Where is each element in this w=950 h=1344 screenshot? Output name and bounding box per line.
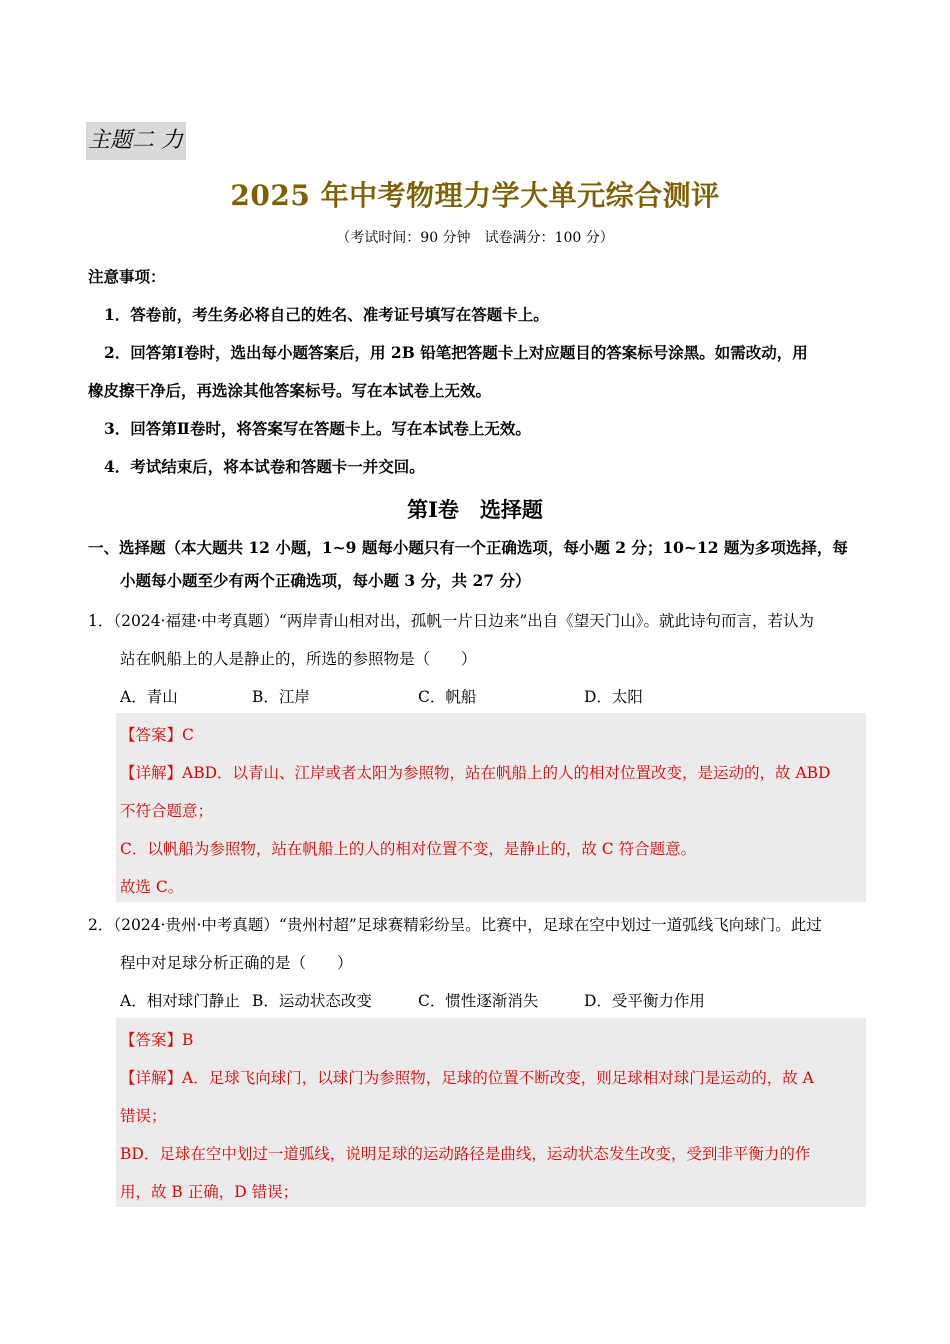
question-2-explanation-3: BD．足球在空中划过一道弧线，说明足球的运动路径是曲线，运动状态发生改变，受到非平衡力的作 [120, 1145, 811, 1163]
question-1-stem: 1．（2024·福建·中考真题）“两岸青山相对出，孤帆一片日边来”出自《望天门山》。就此诗句而言，若认为 [88, 612, 815, 630]
question-2-explanation-1: 【详解】A．足球飞向球门，以球门为参照物，足球的位置不断改变，则足球相对球门是运动的，故 A [120, 1069, 814, 1087]
notice-item-3: 3．回答第Ⅱ卷时，将答案写在答题卡上。写在本试卷上无效。 [104, 419, 531, 438]
notice-item-2: 2．回答第Ⅰ卷时，选出每小题答案后，用 2B 铅笔把答题卡上对应题目的答案标号涂黑。如需改动，用 [104, 343, 808, 362]
notice-heading: 注意事项： [88, 267, 166, 286]
question-2-answer: 【答案】B [120, 1031, 194, 1049]
question-2-answer-box [116, 1018, 866, 1207]
question-2-stem-cont: 程中对足球分析正确的是（ ） [120, 954, 353, 972]
page-title: 2025 年中考物理力学大单元综合测评 [230, 179, 720, 212]
topic-tag: 主题二 力 [86, 122, 186, 160]
question-1-stem-cont: 站在帆船上的人是静止的，所选的参照物是（ ） [120, 650, 477, 668]
question-1-explanation-3: C．以帆船为参照物，站在帆船上的人的相对位置不变，是静止的，故 C 符合题意。 [120, 840, 697, 858]
question-1-option-a: A．青山 [120, 688, 178, 706]
question-1-answer-box [116, 713, 866, 902]
notice-item-1: 1．答卷前，考生务必将自己的姓名、准考证号填写在答题卡上。 [104, 305, 549, 324]
question-1-explanation-1: 【详解】ABD．以青山、江岸或者太阳为参照物，站在帆船上的人的相对位置改变，是运动的，故 ABD [120, 764, 831, 782]
question-2-option-c: C．惯性逐渐消失 [418, 992, 539, 1010]
question-1-answer: 【答案】C [120, 726, 194, 744]
question-2-stem: 2．（2024·贵州·中考真题）“贵州村超”足球赛精彩纷呈。比赛中，足球在空中划过一道弧线飞向球门。此过 [88, 916, 822, 934]
part-one-heading-cont: 小题每小题至少有两个正确选项，每小题 3 分，共 27 分） [120, 571, 531, 590]
question-2-option-d: D．受平衡力作用 [584, 992, 705, 1010]
question-2-option-a: A．相对球门静止 [120, 992, 240, 1010]
notice-item-2-cont: 橡皮擦干净后，再选涂其他答案标号。写在本试卷上无效。 [88, 381, 492, 400]
question-1-option-d: D．太阳 [584, 688, 643, 706]
question-2-explanation-2: 错误； [120, 1107, 167, 1125]
question-2-explanation-4: 用，故 B 正确，D 错误； [120, 1183, 299, 1201]
part-one-heading: 一、选择题（本大题共 12 小题，1~9 题每小题只有一个正确选项，每小题 2 分；10~12 题为多项选择，每 [88, 538, 848, 557]
exam-info: （考试时间：90 分钟 试卷满分：100 分） [336, 230, 614, 246]
question-1-option-b: B．江岸 [252, 688, 310, 706]
question-1-option-c: C．帆船 [418, 688, 477, 706]
notice-item-4: 4．考试结束后，将本试卷和答题卡一并交回。 [104, 457, 425, 476]
question-1-explanation-2: 不符合题意； [120, 802, 214, 820]
question-1-explanation-4: 故选 C。 [120, 878, 184, 896]
question-2-option-b: B．运动状态改变 [252, 992, 372, 1010]
section-title: 第Ⅰ卷 选择题 [407, 497, 543, 522]
